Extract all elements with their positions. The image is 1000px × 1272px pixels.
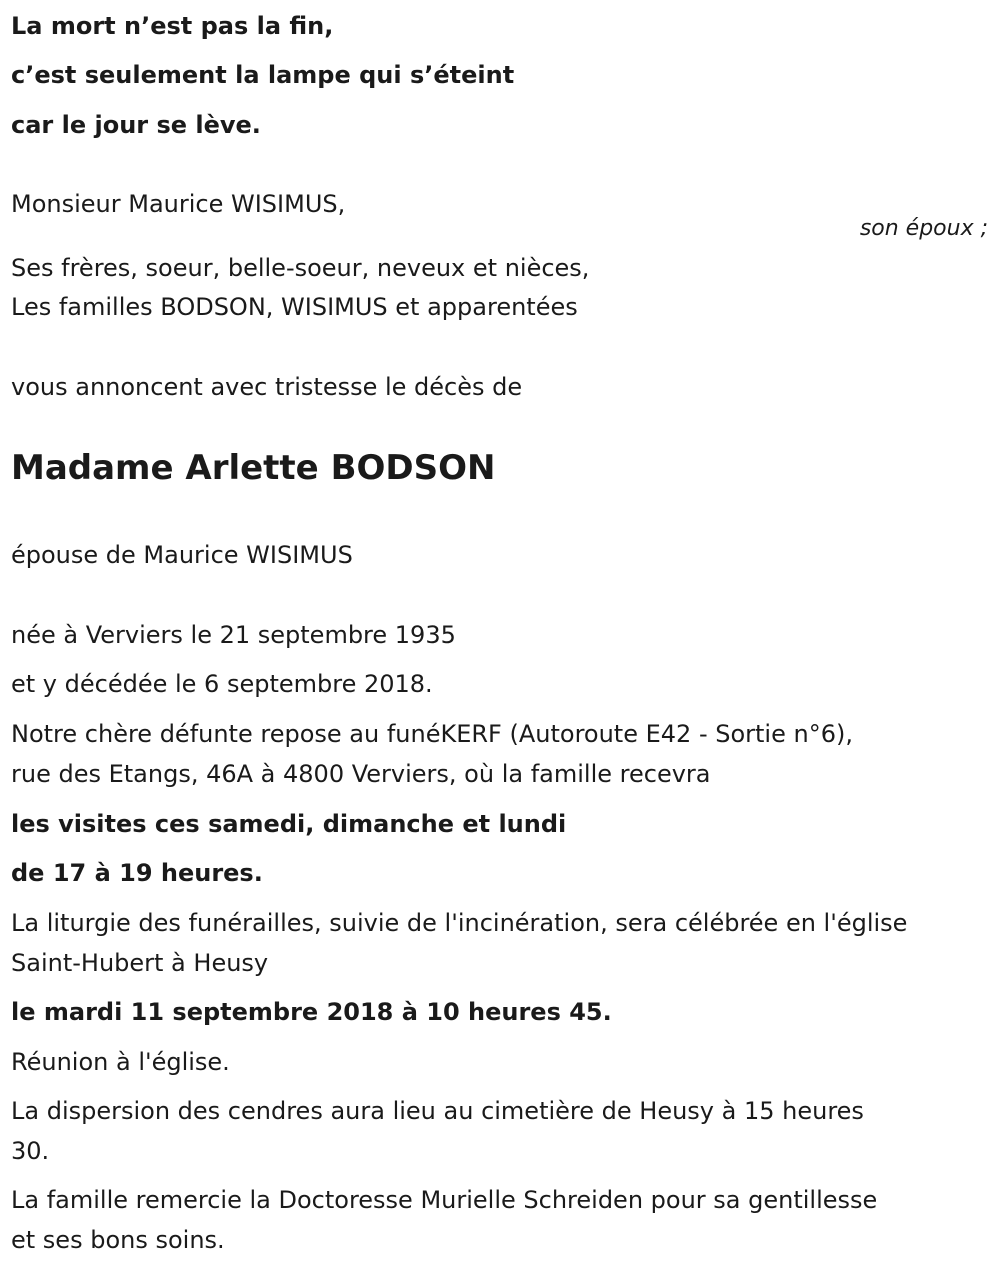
relatives-line-1: Ses frères, soeur, belle-soeur, neveux et nièces, bbox=[11, 254, 590, 282]
dispersion-line-2: 30. bbox=[11, 1137, 50, 1165]
viewing-line-1: Notre chère défunte repose au funéKERF (Autoroute E42 - Sortie n°6), bbox=[11, 720, 853, 748]
quote-line-1: La mort n’est pas la fin, bbox=[11, 12, 334, 40]
thanks-line-2: et ses bons soins. bbox=[11, 1226, 225, 1254]
birth-info: née à Verviers le 21 septembre 1935 bbox=[11, 621, 456, 649]
death-info: et y décédée le 6 septembre 2018. bbox=[11, 670, 433, 698]
ceremony-line-2: Saint-Hubert à Heusy bbox=[11, 949, 269, 977]
relatives-line-2: Les familles BODSON, WISIMUS et apparentées bbox=[11, 293, 578, 321]
dispersion-line-1: La dispersion des cendres aura lieu au cimetière de Heusy à 15 heures bbox=[11, 1097, 864, 1125]
spouse-role: son époux ; bbox=[859, 216, 988, 241]
visits-days: les visites ces samedi, dimanche et lundi bbox=[11, 810, 567, 838]
spouse-name: Monsieur Maurice WISIMUS, bbox=[11, 190, 346, 218]
quote-line-3: car le jour se lève. bbox=[11, 111, 261, 139]
spouse-of: épouse de Maurice WISIMUS bbox=[11, 541, 353, 569]
visits-hours: de 17 à 19 heures. bbox=[11, 859, 263, 887]
quote-line-2: c’est seulement la lampe qui s’éteint bbox=[11, 61, 515, 89]
viewing-line-2: rue des Etangs, 46A à 4800 Verviers, où la famille recevra bbox=[11, 760, 711, 788]
ceremony-line-1: La liturgie des funérailles, suivie de l'incinération, sera célébrée en l'église bbox=[11, 909, 908, 937]
thanks-line-1: La famille remercie la Doctoresse Murielle Schreiden pour sa gentillesse bbox=[11, 1186, 878, 1214]
announcement: vous annoncent avec tristesse le décès de bbox=[11, 373, 523, 401]
deceased-name: Madame Arlette BODSON bbox=[11, 448, 496, 488]
ceremony-meeting: Réunion à l'église. bbox=[11, 1048, 230, 1076]
ceremony-date: le mardi 11 septembre 2018 à 10 heures 45. bbox=[11, 998, 612, 1026]
